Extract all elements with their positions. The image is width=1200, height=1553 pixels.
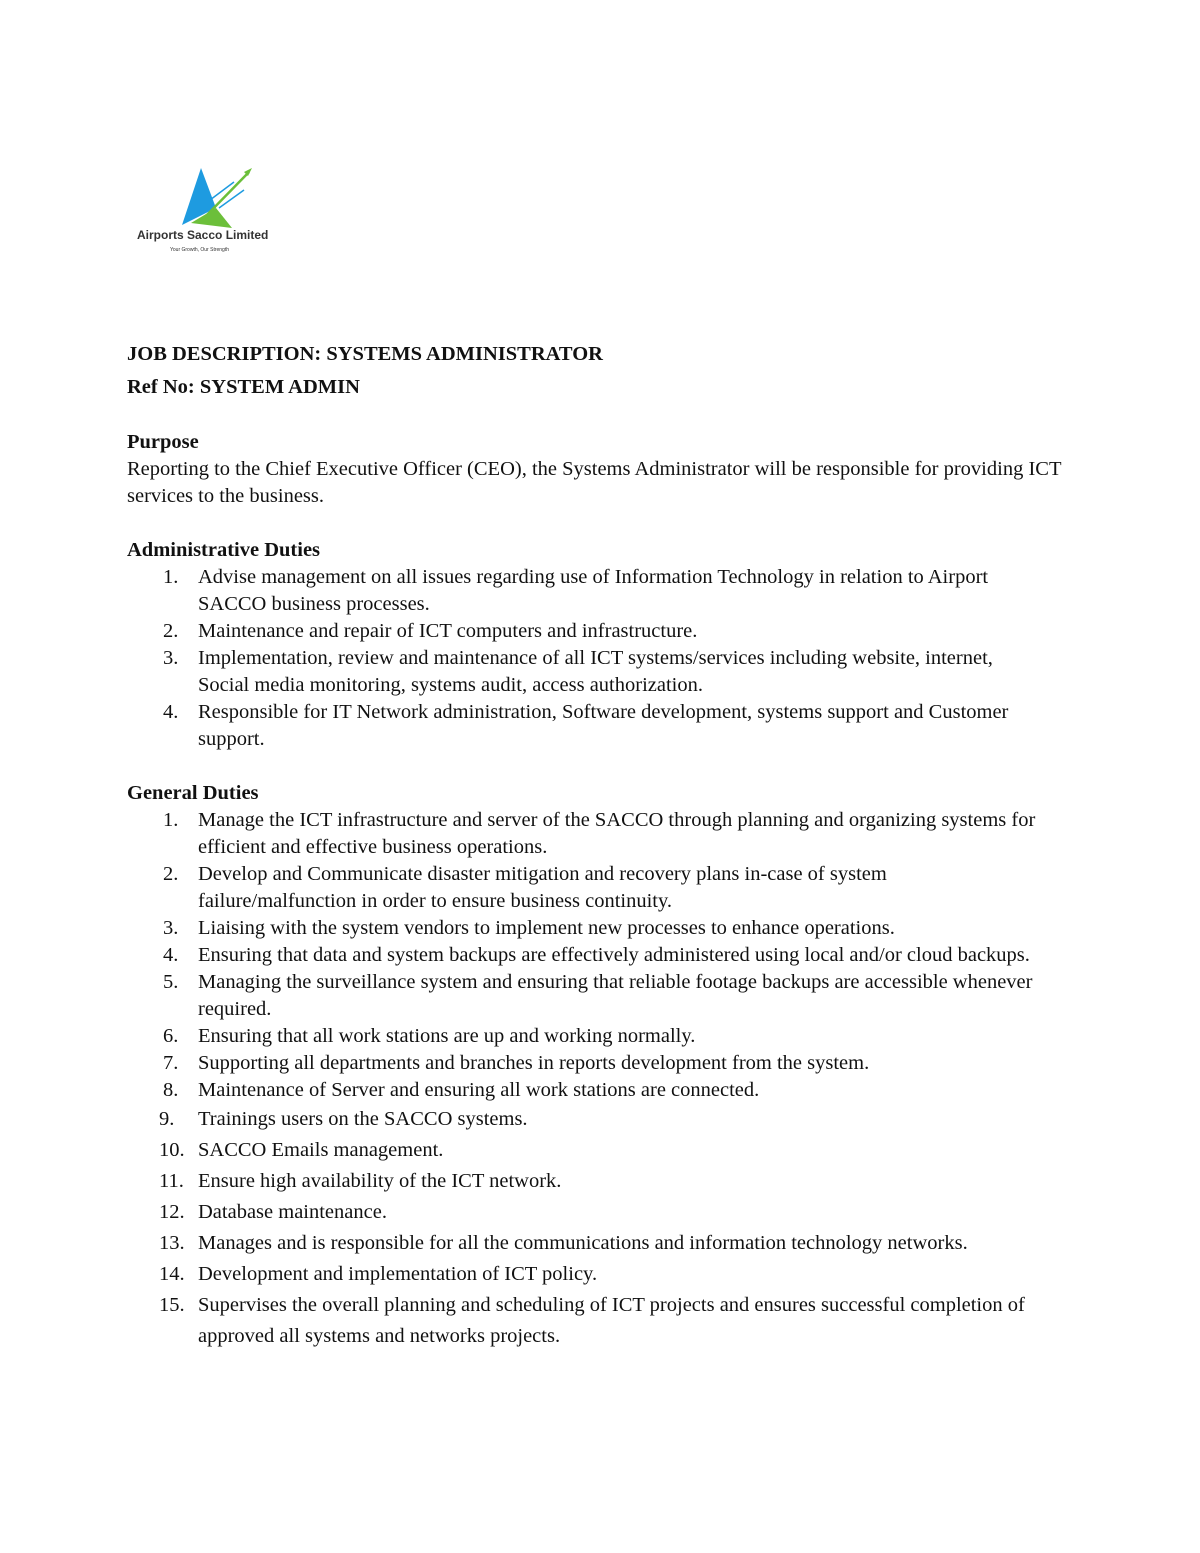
item-number: 13.: [159, 1232, 185, 1254]
logo-tagline: Your Growth, Our Strength: [170, 247, 230, 253]
list-item: [127, 942, 1038, 969]
item-text: Managing the surveillance system and ensuring that reliable footage backups are accessible whenever required.: [198, 971, 1033, 1020]
item-text: Develop and Communicate disaster mitigation and recovery plans in-case of system failure/malfunction in order to ensure business continuity.: [198, 863, 887, 912]
list-item: [127, 1077, 1038, 1104]
ref-number: Ref No: SYSTEM ADMIN: [127, 376, 360, 398]
list-item: [127, 645, 1038, 699]
item-text: Maintenance and repair of ICT computers and infrastructure.: [198, 620, 698, 642]
item-text: Responsible for IT Network administration, Software development, systems support and Customer support.: [198, 701, 1009, 750]
item-number: 9.: [159, 1108, 175, 1130]
item-number: 1.: [163, 809, 179, 831]
list-item: [127, 1290, 1038, 1352]
item-text: Ensure high availability of the ICT network.: [198, 1170, 562, 1192]
item-number: 12.: [159, 1201, 185, 1223]
list-item: [127, 1228, 1038, 1259]
item-text: Ensuring that all work stations are up and working normally.: [198, 1025, 696, 1047]
item-text: Development and implementation of ICT policy.: [198, 1263, 598, 1285]
item-number: 3.: [163, 647, 179, 669]
list-item: [127, 1050, 1038, 1077]
item-text: Maintenance of Server and ensuring all work stations are connected.: [198, 1079, 760, 1101]
item-text: Supervises the overall planning and scheduling of ICT projects and ensures successful completion of approved all systems and networks projects.: [198, 1294, 1025, 1347]
list-item: [127, 969, 1038, 1023]
item-number: 2.: [163, 620, 179, 642]
list-item: [127, 1259, 1038, 1290]
item-text: SACCO Emails management.: [198, 1139, 444, 1161]
general-heading: General Duties: [127, 782, 259, 804]
list-item: [127, 1197, 1038, 1228]
item-number: 6.: [163, 1025, 179, 1047]
item-number: 8.: [163, 1079, 179, 1101]
document-title: JOB DESCRIPTION: SYSTEMS ADMINISTRATOR: [127, 343, 603, 365]
item-text: Manages and is responsible for all the communications and information technology networks.: [198, 1232, 968, 1254]
list-item: [127, 861, 1038, 915]
item-text: Advise management on all issues regarding use of Information Technology in relation to Airport SACCO business processes.: [198, 566, 989, 615]
item-number: 11.: [159, 1170, 184, 1192]
logo-name: Airports Sacco Limited: [137, 228, 269, 242]
purpose-heading: Purpose: [127, 431, 199, 453]
general-duties-list: [127, 807, 1072, 1352]
administrative-duties-list: [127, 564, 1072, 753]
item-text: Liaising with the system vendors to implement new processes to enhance operations.: [198, 917, 895, 939]
list-item: [127, 1023, 1038, 1050]
item-number: 4.: [163, 701, 179, 723]
item-number: 2.: [163, 863, 179, 885]
list-item: [127, 807, 1038, 861]
administrative-heading: Administrative Duties: [127, 539, 321, 561]
item-number: 7.: [163, 1052, 179, 1074]
list-item: [127, 699, 1038, 753]
item-number: 4.: [163, 944, 179, 966]
item-number: 3.: [163, 917, 179, 939]
item-number: 14.: [159, 1263, 185, 1285]
item-text: Supporting all departments and branches in reports development from the system.: [198, 1052, 870, 1074]
list-item: [127, 1166, 1038, 1197]
list-item: [127, 1104, 1038, 1135]
item-text: Manage the ICT infrastructure and server of the SACCO through planning and organizing systems for efficient and effective business operations.: [198, 809, 1036, 858]
item-number: 5.: [163, 971, 179, 993]
item-text: Database maintenance.: [198, 1201, 387, 1223]
list-item: [127, 564, 1038, 618]
list-item: [127, 618, 1038, 645]
list-item: [127, 1135, 1038, 1166]
purpose-text: Reporting to the Chief Executive Officer (CEO), the Systems Administrator will be responsible for providing ICT services to the business.: [127, 458, 1062, 507]
list-item: [127, 915, 1038, 942]
item-number: 15.: [159, 1294, 185, 1316]
company-logo: [134, 160, 284, 260]
item-text: Implementation, review and maintenance of all ICT systems/services including website, internet, Social media monitoring, systems audit, access authorization.: [198, 647, 993, 696]
item-number: 10.: [159, 1139, 185, 1161]
item-number: 1.: [163, 566, 179, 588]
item-text: Ensuring that data and system backups are effectively administered using local and/or cloud backups.: [198, 944, 1030, 966]
item-text: Trainings users on the SACCO systems.: [198, 1108, 528, 1130]
